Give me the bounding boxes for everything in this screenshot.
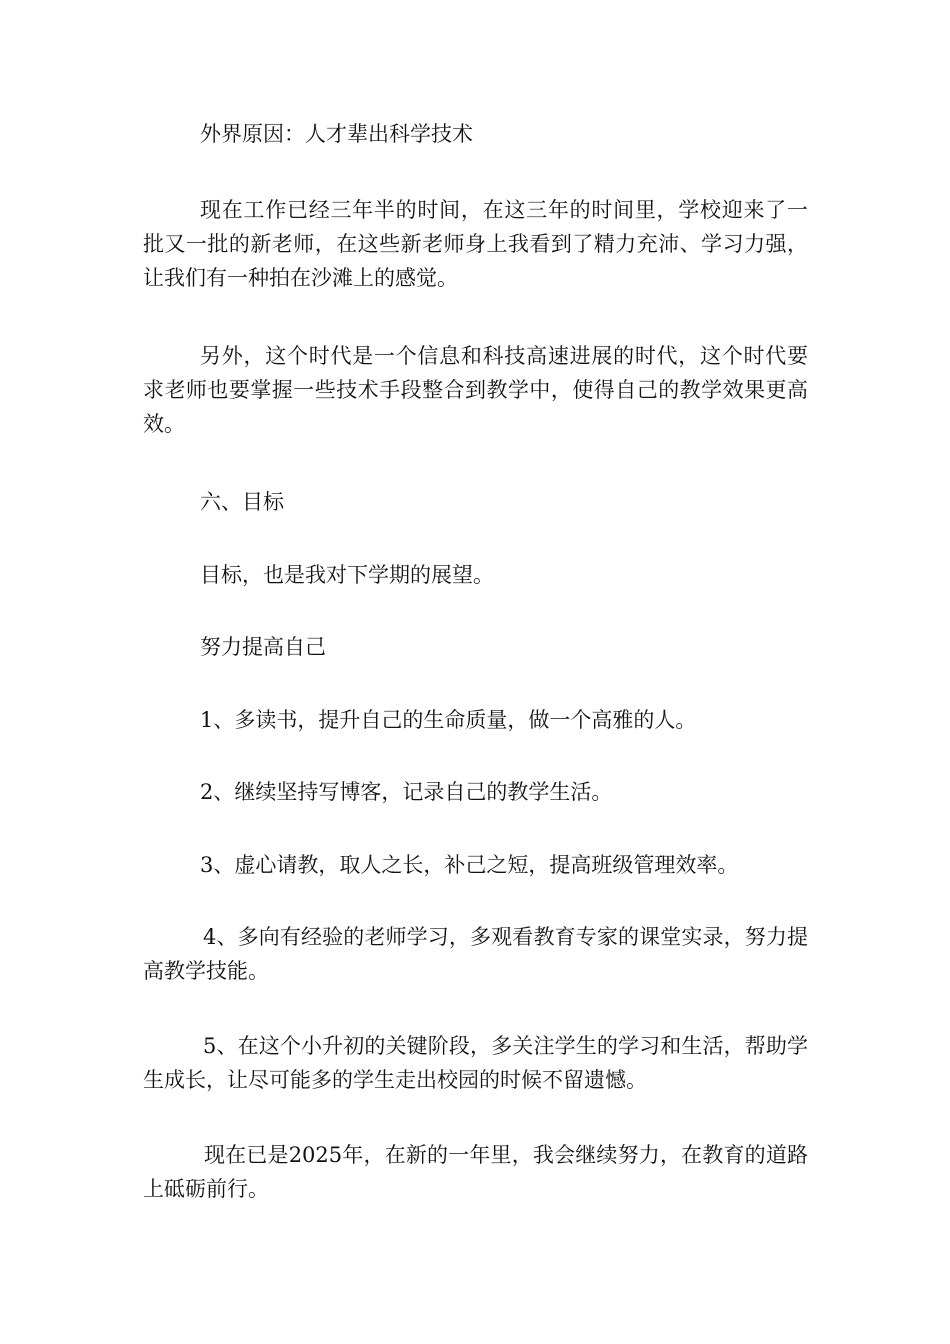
paragraph-goals-intro: 目标，也是我对下学期的展望。	[200, 563, 494, 587]
list-item-2: 2、继续坚持写博客，记录自己的教学生活。	[200, 780, 613, 804]
paragraph-closing: 现在已是2025年，在新的一年里，我会继续努力，在教育的道路上砥砺前行。	[143, 1143, 808, 1201]
list-item-3: 3、虚心请教，取人之长，补己之短，提高班级管理效率。	[200, 853, 739, 877]
paragraph-new-teachers: 现在工作已经三年半的时间，在这三年的时间里，学校迎来了一批又一批的新老师，在这些新老师身上我看到了精力充沛、学习力强，让我们有一种拍在沙滩上的感觉。	[143, 198, 808, 290]
paragraph-technology-era: 另外，这个时代是一个信息和科技高速进展的时代，这个时代要求老师也要掌握一些技术手段整合到教学中，使得自己的教学效果更高效。	[143, 344, 808, 436]
section-heading-goals: 六、目标	[200, 490, 284, 514]
list-item-4: 4、多向有经验的老师学习，多观看教育专家的课堂实录，努力提高教学技能。	[143, 925, 808, 983]
list-item-1: 1、多读书，提升自己的生命质量，做一个高雅的人。	[200, 708, 697, 732]
list-item-5: 5、在这个小升初的关键阶段，多关注学生的学习和生活，帮助学生成长，让尽可能多的学生走出校园的时候不留遗憾。	[143, 1034, 808, 1092]
paragraph-external-reasons: 外界原因：人才辈出科学技术	[200, 122, 473, 146]
subheading-self-improvement: 努力提高自己	[200, 635, 326, 659]
